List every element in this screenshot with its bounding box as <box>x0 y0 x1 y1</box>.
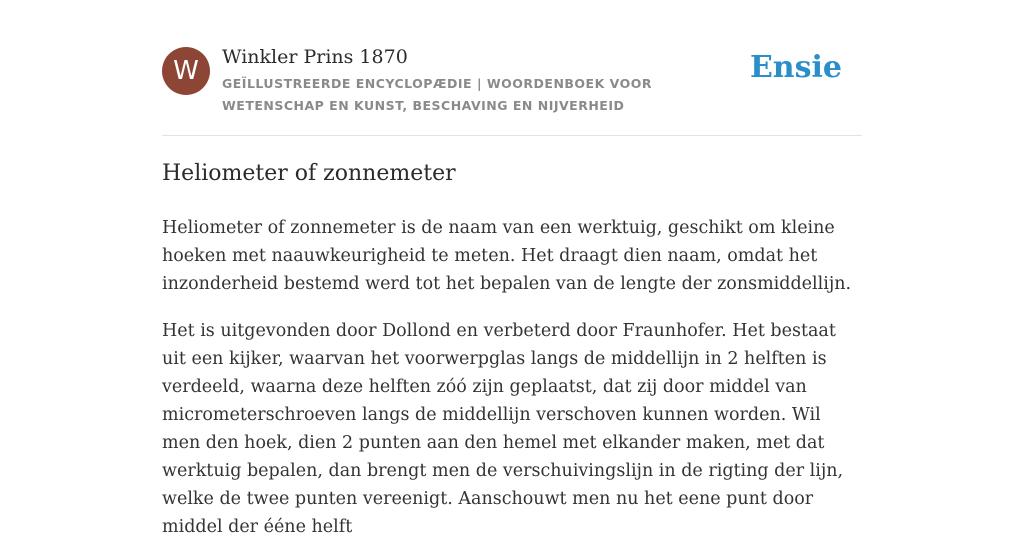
article-paragraph: Het is uitgevonden door Dollond en verbeterd door Fraunhofer. Het bestaat uit een kijker, waarvan het voorwerpglas langs de middellijn in 2 helften is verdeeld, waarna deze helften zóó zijn geplaatst, dat zij door middel van micrometerschroeven langs de middellijn verschoven kunnen worden. Wil men den hoek, dien 2 punten aan den hemel met elkander maken, met dat werktuig bepalen, dan brengt men de verschuivingslijn in de rigting der lijn, welke de twee punten vereenigt. Aanschouwt men nu het eene punt door middel der ééne helft <box>162 321 844 537</box>
article <box>162 156 862 560</box>
article-paragraph: Heliometer of zonnemeter is de naam van een werktuig, geschikt om kleine hoeken met naauwkeurigheid te meten. Het draagt dien naam, omdat het inzonderheid bestemd werd tot het bepalen van de lengte der zonsmiddellijn. <box>162 218 852 294</box>
source-avatar[interactable]: W <box>162 47 210 95</box>
source-subtitle: GEÏLLUSTREERDE ENCYCLOPÆDIE | WOORDENBOEK VOOR WETENSCHAP EN KUNST, BESCHAVING EN NIJVERHEID <box>222 76 652 113</box>
article-title: Heliometer of zonnemeter <box>162 161 456 186</box>
source-title[interactable]: Winkler Prins 1870 <box>222 46 408 68</box>
header-divider <box>162 135 862 136</box>
ensie-logo[interactable]: Ensie <box>749 50 842 85</box>
source-header <box>162 46 862 136</box>
